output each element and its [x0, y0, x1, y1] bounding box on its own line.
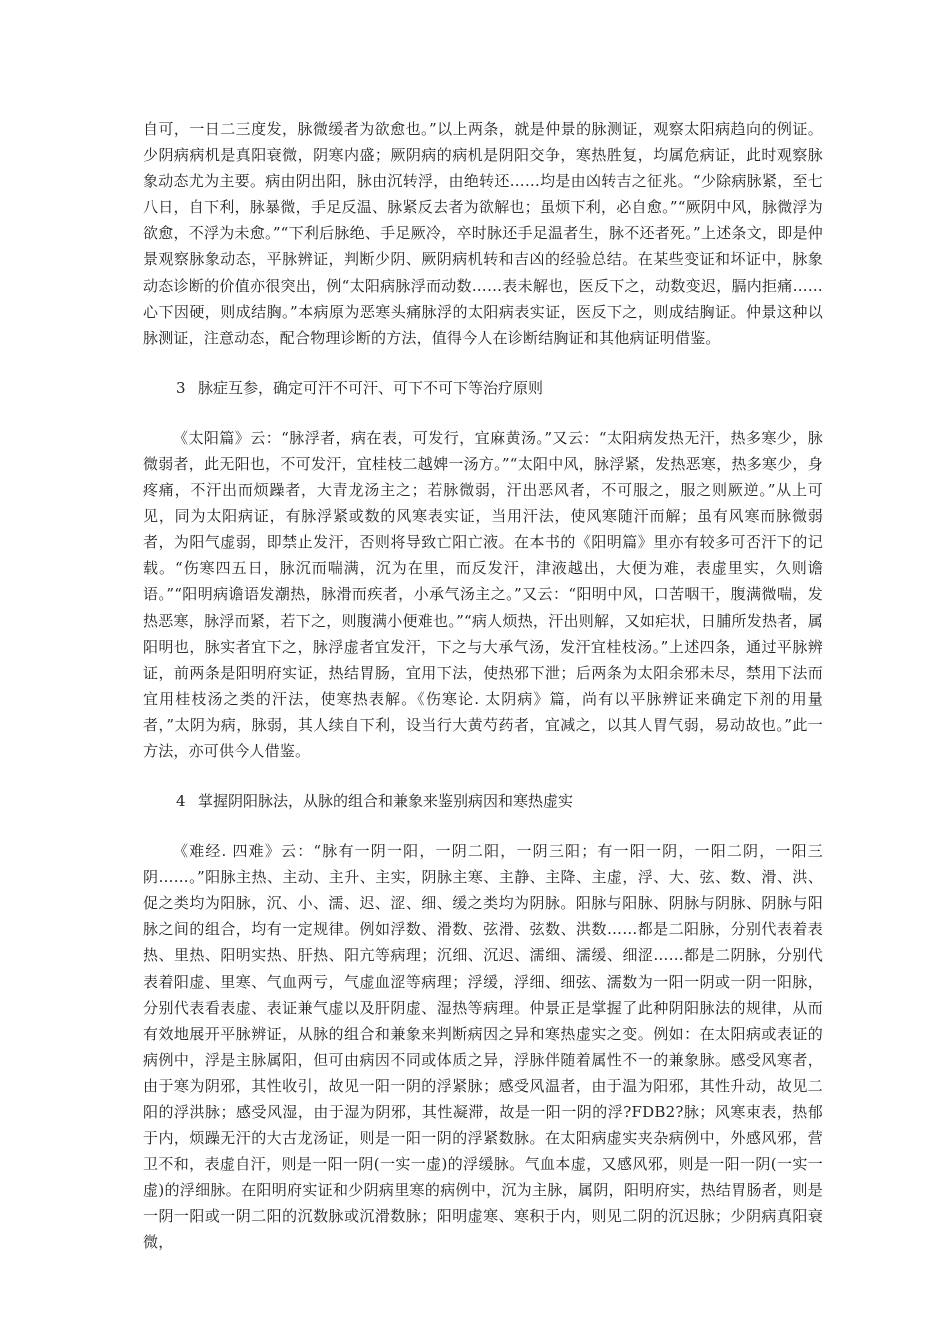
section-heading-3: [143, 375, 823, 401]
section-heading-4: [143, 788, 823, 814]
section-title: 脉症互参，确定可汗不可汗、可下不可下等治疗原则: [198, 378, 544, 397]
paragraph-pulse-dynamics: 自可，一日二三度发，脉微缓者为欲愈也。”以上两条，就是仲景的脉测证，观察太阳病趋向的例证。少阴病病机是真阳衰微，阴寒内盛；厥阴病的病机是阴阳交争，寒热胜复，均属危病证，此时观察脉象动态尤为主要。病由阴出阳，脉由沉转浮，由绝转还……均是由凶转吉之征兆。“少除病脉紧，至七八日，自下利，脉暴微，手足反温、脉紧反去者为欲解也；虽烦下利，必自愈。”“厥阴中风，脉微浮为欲愈，不浮为未愈。”“下利后脉绝、手足厥冷，卒时脉还手足温者生，脉不还者死。”上述条文，即是仲景观察脉象动态，平脉辨证，判断少阴、厥阴病机转和吉凶的经验总结。在某些变证和坏证中，脉象动态诊断的价值亦很突出，例“太阳病脉浮而动数……表未解也，医反下之，动数变迟，膈内拒痛……心下因硬，则成结胸。”本病原为恶寒头痛脉浮的太阳病表实证，医反下之，则成结胸证。仲景这种以脉测证，注意动态，配合物理诊断的方法，值得今人在诊断结胸证和其他病证明借鉴。: [143, 120, 823, 347]
section-number: 4: [176, 792, 186, 811]
document-page: [143, 116, 823, 1256]
section-title: 掌握阴阳脉法，从脉的组合和兼象来鉴别病因和寒热虚实: [198, 792, 574, 811]
paragraph-sweat-purge-principles: 《太阳篇》云：“脉浮者，病在表，可发行，宜麻黄汤。”又云：“太阳病发热无汗，热多寒少，脉微弱者，此无阳也，不可发汗，宜桂枝二越婢一汤方。”“太阳中风，脉浮紧，发热恶寒，热多寒少，身疼痛，不汗出而烦躁者，大青龙汤主之；若脉微弱，汗出恶风者，不可服之，服之则厥逆。”从上可见，同为太阳病证，有脉浮紧或数的风寒表实证，当用汗法，使风寒随汗而解；虽有风寒而脉微弱者，为阳气虚弱，即禁止发汗，否则将导致亡阳亡液。在本书的《阳明篇》里亦有较多可否汗下的记载。“伤寒四五日，脉沉而喘满，沉为在里，而反发汗，津液越出，大便为难，表虚里实，久则谵语。”“阳明病谵语发潮热，脉滑而疾者，小承气汤主之。”又云：“阳明中风，口苦咽干，腹满微喘，发热恶寒，脉浮而紧，若下之，则腹满小便难也。”“病人烦热，汗出则解，又如疟状，日脯所发热者，属阳明也，脉实者宜下之，脉浮虚者宜发汗，下之与大承气汤，发汗宜桂枝汤。”上述四条，通过平脉辨证，前两条是阳明府实证，热结胃肠，宜用下法，使热邪下泄；后两条为太阳余邪未尽，禁用下法而宜用桂枝汤之类的汗法，使寒热表解。《伤寒论. 太阴病》篇，尚有以平脉辨证来确定下剂的用量者，”太阴为病，脉弱，其人续自下利，设当行大黄芍药者，宜减之，以其人胃气弱，易动故也。”此一方法，亦可供今人借鉴。: [143, 428, 823, 760]
section-number: 3: [176, 378, 186, 397]
paragraph-yin-yang-pulse-method: 《难经. 四难》云：“脉有一阴一阳，一阴二阳，一阴三阳；有一阳一阴，一阳二阴，一阳三阴……。”阳脉主热、主动、主升、主实，阴脉主寒、主静、主降、主虚，浮、大、弦、数、滑、洪、促之类均为阳脉，沉、小、濡、迟、涩、细、缓之类均为阴脉。阳脉与阳脉、阴脉与阴脉、阴脉与阳脉之间的组合，均有一定规律。例如浮数、滑数、弦滑、弦数、洪数……都是二阳脉，分别代表着表热、里热、阳明实热、肝热、阳亢等病理；沉细、沉迟、濡细、濡缓、细涩……都是二阴脉，分别代表着阳虚、里寒、气血两亏，气虚血涩等病理；浮缓，浮细、细弦、濡数为一阳一阴或一阴一阳脉，分别代表看表虚、表证兼气虚以及肝阴虚、湿热等病理。仲景正是掌握了此种阴阳脉法的规律，从而有效地展开平脉辨证，从脉的组合和兼象来判断病因之异和寒热虚实之变。例如：在太阳病或表证的病例中，浮是主脉属阳，但可由病因不同或体质之异，浮脉伴随着属性不一的兼象脉。感受风寒者，由于寒为阴邪，其性收引，故见一阳一阴的浮紧脉；感受风温者，由于温为阳邪，其性升动，故见二阳的浮洪脉；感受风湿，由于湿为阴邪，其性凝滞，故是一阳一阴的浮?FDB2?脉；风寒束表，热郁于内，烦躁无汗的大古龙汤证，则是一阳一阴的浮紧数脉。在太阳病虚实夹杂病例中，外感风邪，营卫不和，表虚自汗，则是一阳一阴(一实一虚)的浮缓脉。气血本虚，又感风邪，则是一阳一阴(一实一虚)的浮细脉。在阳明府实证和少阴病里寒的病例中，沉为主脉，属阴，阳明府实，热结胃肠者，则是一阴一阳或一阴二阳的沉数脉或沉滑数脉；阳明虚寒、寒积于内，则见二阴的沉迟脉；少阴病真阳衰微，: [143, 842, 823, 1252]
